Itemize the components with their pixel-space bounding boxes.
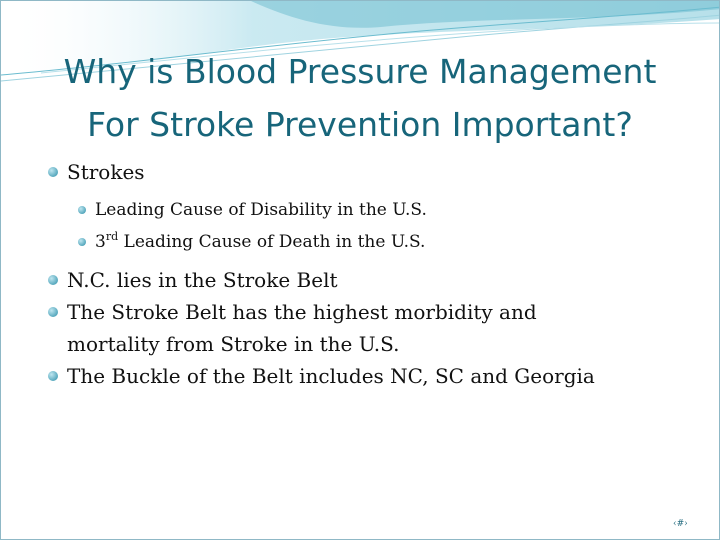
slide-title [1, 45, 719, 151]
bullet-belt-line-1: The Stroke Belt has the highest morbidity and [67, 300, 537, 324]
bullet-dot-icon [48, 371, 58, 381]
page-number: ‹#› [673, 519, 688, 529]
bullet-dot-icon [78, 206, 86, 214]
bullet-nc [21, 264, 701, 296]
sub-bullet-disability [21, 194, 701, 226]
bullet-list [21, 156, 701, 392]
bullet-belt-line-2: mortality from Stroke in the U.S. [67, 332, 400, 356]
sub-bullet-death-text: Leading Cause of Death in the U.S. [118, 232, 426, 252]
bullet-strokes [21, 156, 701, 188]
bullet-strokes-text: Strokes [67, 160, 145, 184]
bullet-dot-icon [48, 167, 58, 177]
bullet-buckle-text: The Buckle of the Belt includes NC, SC and Georgia [67, 364, 595, 388]
title-line-2: For Stroke Prevention Important? [87, 105, 633, 144]
bullet-dot-icon [78, 238, 86, 246]
bullet-stroke-belt [21, 296, 701, 360]
bullet-buckle [21, 360, 701, 392]
ordinal-suffix: rd [105, 230, 119, 243]
title-line-1: Why is Blood Pressure Management [63, 52, 657, 91]
bullet-dot-icon [48, 275, 58, 285]
ordinal-number: 3 [95, 232, 106, 252]
sub-bullet-disability-text: Leading Cause of Disability in the U.S. [95, 200, 427, 220]
bullet-nc-text: N.C. lies in the Stroke Belt [67, 268, 338, 292]
bullet-dot-icon [48, 307, 58, 317]
sub-bullet-death [21, 226, 701, 258]
